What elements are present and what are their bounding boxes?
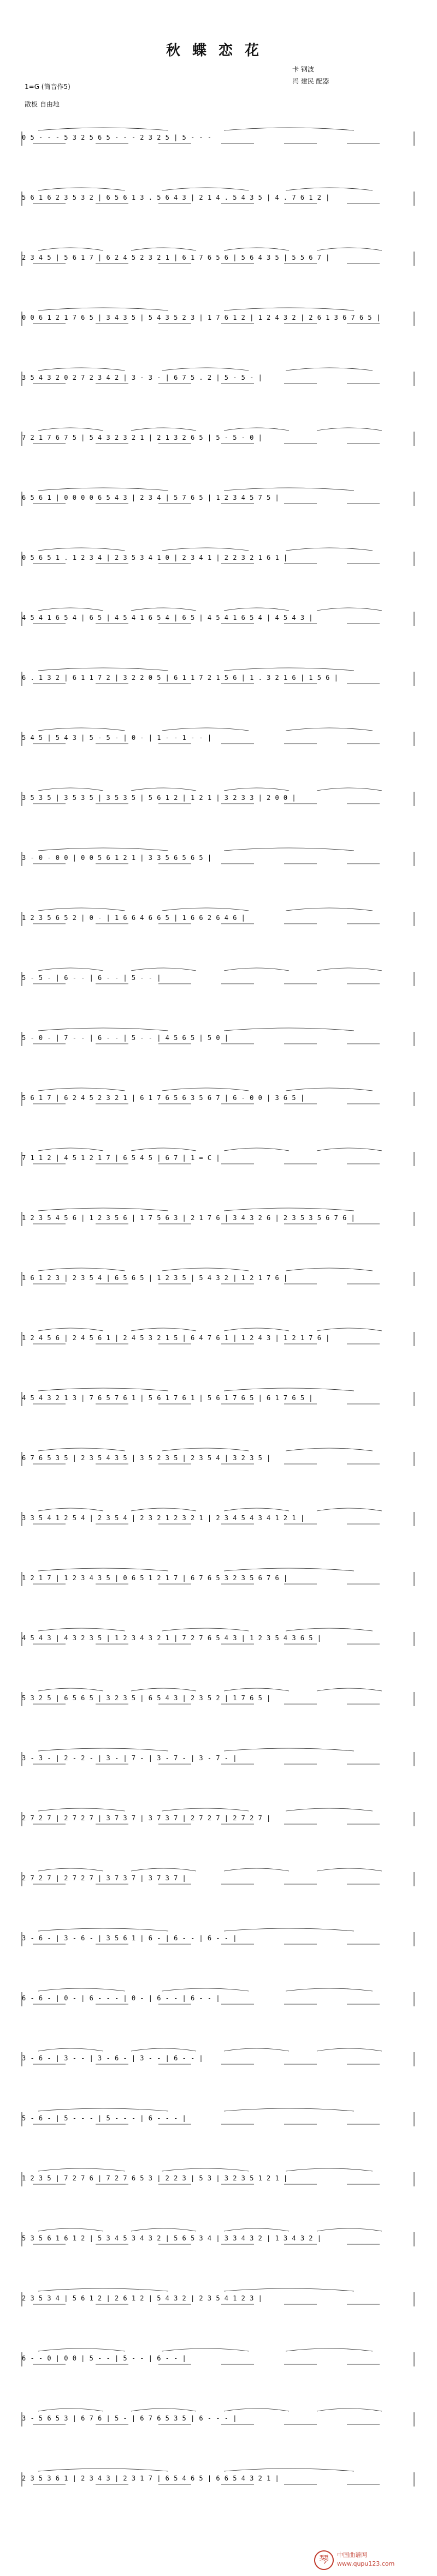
score-system <box>22 2398 415 2437</box>
score-system <box>22 1738 415 1777</box>
key-signature: 1=G (筒音作5) <box>25 83 70 91</box>
jianpu-notes: 7 1 1 2 | 4 5 1 2 1 7 | 6 5 4 5 | 6 7 | 1 = C | <box>22 1154 221 1162</box>
phrase-slur <box>38 1928 168 1931</box>
jianpu-notes: 3 5 3 5 | 3 5 3 5 | 3 5 3 5 | 5 6 1 2 | 1 2 1 | 3 2 3 3 | 2 0 0 | <box>22 794 297 802</box>
score-system <box>22 2458 415 2497</box>
phrase-slur <box>38 188 125 190</box>
score-system <box>22 838 415 877</box>
site-url: www.qupu123.com <box>337 2560 395 2567</box>
phrase-slur <box>131 608 196 611</box>
phrase-slur <box>38 248 103 250</box>
phrase-slur <box>162 728 249 731</box>
jianpu-notes: 6 . 1 3 2 | 6 1 1 7 2 | 3 2 2 0 5 | 6 1 1 7 2 1 5 6 | 1 . 3 2 1 6 | 1 5 6 | <box>22 674 339 682</box>
phrase-slur <box>317 1328 382 1331</box>
score-system <box>22 2098 415 2137</box>
phrase-slur <box>317 1148 382 1151</box>
phrase-slur <box>38 1628 125 1631</box>
jianpu-notes: 2 3 5 3 4 | 5 6 1 2 | 2 6 1 2 | 5 4 3 2 | 2 3 5 4 1 2 3 | <box>22 2294 263 2302</box>
jianpu-notes: 6 5 6 1 | 0 0 0 0 6 5 4 3 | 2 3 4 | 5 7 6 5 | 1 2 3 4 5 7 5 | <box>22 494 280 501</box>
phrase-slur <box>224 1868 289 1871</box>
jianpu-notes: 5 - 0 - | 7 - - | 6 - - | 5 - - | 4 5 6 5 | 5 0 | <box>22 1034 229 1042</box>
phrase-slur <box>286 1988 373 1991</box>
jianpu-notes: 4 5 4 3 2 1 3 | 7 6 5 7 6 1 | 5 6 1 7 6 1 | 5 6 1 7 6 5 | 6 1 7 6 5 | <box>22 1394 313 1402</box>
jianpu-notes: 5 - 6 - | 5 - - - | 5 - - - | 6 - - - | <box>22 2114 187 2122</box>
phrase-slur <box>286 1628 373 1631</box>
phrase-slur <box>38 788 103 791</box>
score-system <box>22 1978 415 2017</box>
score-system <box>22 297 415 337</box>
phrase-slur <box>38 1208 168 1211</box>
score-system <box>22 1498 415 1537</box>
phrase-slur <box>38 428 103 431</box>
jianpu-notes: 4 5 4 3 | 4 3 2 3 5 | 1 2 3 4 3 2 1 | 7 2 7 6 5 4 3 | 1 2 3 5 4 3 6 5 | <box>22 1634 322 1642</box>
score-system <box>22 1318 415 1357</box>
phrase-slur <box>286 908 373 911</box>
phrase-slur <box>224 1028 354 1031</box>
phrase-slur <box>38 908 125 911</box>
phrase-slur <box>224 1148 289 1151</box>
phrase-slur <box>224 1568 354 1571</box>
phrase-slur <box>162 1988 249 1991</box>
phrase-slur <box>224 1748 354 1751</box>
phrase-slur <box>162 2168 249 2171</box>
phrase-slur <box>224 248 289 250</box>
score-system <box>22 117 415 157</box>
jianpu-notes: 2 3 5 3 6 1 | 2 3 4 3 | 2 3 1 7 | 6 5 4 6 5 | 6 6 5 4 3 2 1 | <box>22 2475 280 2482</box>
jianpu-notes: 0 0 6 1 2 1 7 6 5 | 3 4 3 5 | 5 4 3 5 2 3 | 1 7 6 1 2 | 1 2 4 3 2 | 2 6 1 3 6 7 6 5 | <box>22 314 381 321</box>
phrase-slur <box>286 1808 373 1811</box>
phrase-slur <box>286 1448 373 1451</box>
score-system <box>22 1258 415 1297</box>
jianpu-notes: 5 6 1 7 | 6 2 4 5 2 3 2 1 | 6 1 7 6 5 6 3 5 6 7 | 6 - 0 0 | 3 6 5 | <box>22 1094 305 1102</box>
phrase-slur <box>38 1328 103 1331</box>
phrase-slur <box>317 428 382 431</box>
jianpu-notes: 0 5 - - - 5 3 2 5 6 5 - - - 2 3 2 5 | 5 - - - <box>22 134 212 141</box>
score-system <box>22 1438 415 1477</box>
score-system <box>22 778 415 817</box>
score-system <box>22 1378 415 1417</box>
score-system <box>22 2278 415 2317</box>
phrase-slur <box>38 668 168 671</box>
phrase-slur <box>131 2228 196 2231</box>
phrase-slur <box>224 2228 289 2231</box>
phrase-slur <box>38 1688 103 1691</box>
phrase-slur <box>224 308 354 310</box>
phrase-slur <box>38 2288 168 2291</box>
phrase-slur <box>38 2168 125 2171</box>
phrase-slur <box>317 2048 382 2051</box>
phrase-slur <box>286 1088 373 1091</box>
phrase-slur <box>38 1508 103 1511</box>
phrase-slur <box>286 2168 373 2171</box>
phrase-slur <box>38 1568 168 1571</box>
phrase-slur <box>131 248 196 250</box>
phrase-slur <box>162 1448 249 1451</box>
phrase-slur <box>224 1928 354 1931</box>
phrase-slur <box>38 128 168 130</box>
score-system <box>22 1918 415 1957</box>
tempo-marking: 散板 自由地 <box>25 100 60 108</box>
phrase-slur <box>224 2288 354 2291</box>
phrase-slur <box>38 1388 168 1391</box>
page-title: 秋蝶恋花 <box>166 43 271 59</box>
site-name: 中国曲谱网 <box>337 2551 367 2559</box>
phrase-slur <box>131 1508 196 1511</box>
phrase-slur <box>286 548 373 551</box>
phrase-slur <box>224 488 354 491</box>
phrase-slur <box>317 608 382 611</box>
phrase-slur <box>162 2348 249 2351</box>
jianpu-notes: 5 - 5 - | 6 - - | 6 - - | 5 - - | <box>22 974 161 982</box>
phrase-slur <box>224 788 289 791</box>
score-system <box>22 898 415 937</box>
score-system <box>22 1858 415 1897</box>
phrase-slur <box>38 848 168 851</box>
score-system <box>22 477 415 517</box>
phrase-slur <box>224 1688 289 1691</box>
phrase-slur <box>224 2108 354 2111</box>
phrase-slur <box>38 548 125 551</box>
score-system <box>22 537 415 577</box>
jianpu-notes: 4 5 4 1 6 5 4 | 6 5 | 4 5 4 1 6 5 4 | 6 5 | 4 5 4 1 6 5 4 | 4 5 4 3 | <box>22 614 313 621</box>
phrase-slur <box>286 1268 373 1271</box>
phrase-slur <box>38 308 168 310</box>
phrase-slur <box>38 1748 168 1751</box>
phrase-slur <box>317 2408 382 2411</box>
jianpu-notes: 1 2 3 5 | 7 2 7 6 | 7 2 7 6 5 3 | 2 2 3 | 5 3 | 3 2 3 5 1 2 1 | <box>22 2174 288 2182</box>
phrase-slur <box>38 2108 168 2111</box>
score-system <box>22 177 415 217</box>
jianpu-notes: 1 2 3 5 4 5 6 | 1 2 3 5 6 | 1 7 5 6 3 | 2 1 7 6 | 3 4 3 2 6 | 2 3 5 3 5 6 7 6 | <box>22 1214 356 1222</box>
jianpu-notes: 2 7 2 7 | 2 7 2 7 | 3 7 3 7 | 3 7 3 7 | <box>22 1874 187 1882</box>
phrase-slur <box>317 788 382 791</box>
phrase-slur <box>317 1688 382 1691</box>
score-system <box>22 357 415 397</box>
score-system <box>22 658 415 697</box>
phrase-slur <box>131 1328 196 1331</box>
phrase-slur <box>38 1808 125 1811</box>
phrase-slur <box>38 1028 168 1031</box>
phrase-slur <box>162 1628 249 1631</box>
phrase-slur <box>224 668 354 671</box>
score-system <box>22 1618 415 1657</box>
jianpu-notes: 3 - 5 6 5 3 | 6 7 6 | 5 - | 6 7 6 5 3 5 | 6 - - - | <box>22 2414 237 2422</box>
jianpu-notes: 1 6 1 2 3 | 2 3 5 4 | 6 5 6 5 | 1 2 3 5 | 5 4 3 2 | 1 2 1 7 6 | <box>22 1274 288 1282</box>
score-system <box>22 2038 415 2077</box>
jianpu-notes: 3 - 6 - | 3 - 6 - | 3 5 6 1 | 6 - | 6 - - | 6 - - | <box>22 1934 237 1942</box>
score-system <box>22 958 415 997</box>
phrase-slur <box>131 2408 196 2411</box>
site-logo-icon: 琴 <box>314 2550 334 2570</box>
score-system <box>22 1198 415 1237</box>
phrase-slur <box>286 188 373 190</box>
arranger-credit: 冯 建民 配器 <box>292 77 329 85</box>
phrase-slur <box>38 2469 168 2471</box>
score-system <box>22 237 415 277</box>
phrase-slur <box>162 188 249 190</box>
phrase-slur <box>224 1208 354 1211</box>
phrase-slur <box>38 368 125 370</box>
jianpu-notes: 3 5 4 3 2 0 2 7 2 3 4 2 | 3 - 3 - | 6 7 5 . 2 | 5 - 5 - | <box>22 374 263 381</box>
phrase-slur <box>224 128 354 130</box>
jianpu-notes: 7 2 1 7 6 7 5 | 5 4 3 2 3 2 1 | 2 1 3 2 6 5 | 5 - 5 - 0 | <box>22 434 263 441</box>
score-system <box>22 1078 415 1117</box>
phrase-slur <box>286 728 373 731</box>
phrase-slur <box>224 1388 354 1391</box>
phrase-slur <box>38 608 103 611</box>
jianpu-notes: 5 3 5 6 1 6 1 2 | 5 3 4 5 3 4 3 2 | 5 6 5 3 4 | 3 3 4 3 2 | 1 3 4 3 2 | <box>22 2234 322 2242</box>
phrase-slur <box>224 1328 289 1331</box>
phrase-slur <box>224 2408 289 2411</box>
phrase-slur <box>38 1448 125 1451</box>
score-system <box>22 1678 415 1717</box>
jianpu-notes: 1 2 4 5 6 | 2 4 5 6 1 | 2 4 5 3 2 1 5 | 6 4 7 6 1 | 1 2 4 3 | 1 2 1 7 6 | <box>22 1334 330 1342</box>
jianpu-notes: 3 3 5 4 1 2 5 4 | 2 3 5 4 | 2 3 2 1 2 3 2 1 | 2 3 4 5 4 3 4 1 2 1 | <box>22 1514 305 1522</box>
score-system <box>22 417 415 457</box>
phrase-slur <box>224 848 354 851</box>
phrase-slur <box>38 488 168 491</box>
jianpu-notes: 1 2 1 7 | 1 2 3 4 3 5 | 0 6 5 1 2 1 7 | 6 7 6 5 3 2 3 5 6 7 6 | <box>22 1574 288 1582</box>
phrase-slur <box>162 1268 249 1271</box>
score-system <box>22 1138 415 1177</box>
phrase-slur <box>38 2348 125 2351</box>
phrase-slur <box>38 1988 125 1991</box>
phrase-slur <box>38 1088 125 1091</box>
score-system <box>22 1018 415 1057</box>
jianpu-notes: 0 5 6 5 1 . 1 2 3 4 | 2 3 5 3 4 1 0 | 2 3 4 1 | 2 2 3 2 1 6 1 | <box>22 554 288 561</box>
phrase-slur <box>131 1148 196 1151</box>
phrase-slur <box>131 2048 196 2051</box>
phrase-slur <box>317 968 382 971</box>
phrase-slur <box>131 1688 196 1691</box>
jianpu-notes: 6 - - 0 | 0 0 | 5 - - | 5 - - | 6 - - | <box>22 2354 187 2362</box>
phrase-slur <box>317 248 382 250</box>
jianpu-notes: 2 3 4 5 | 5 6 1 7 | 6 2 4 5 2 3 2 1 | 6 1 7 6 5 6 | 5 6 4 3 5 | 5 5 6 7 | <box>22 254 330 261</box>
jianpu-notes: 5 4 5 | 5 4 3 | 5 - 5 - | 0 - | 1 - - 1 - - | <box>22 734 212 742</box>
jianpu-notes: 3 - 3 - | 2 - 2 - | 3 - | 7 - | 3 - 7 - | 3 - 7 - | <box>22 1754 237 1762</box>
phrase-slur <box>224 1508 289 1511</box>
score-system <box>22 1558 415 1597</box>
phrase-slur <box>286 2348 373 2351</box>
phrase-slur <box>224 428 289 431</box>
phrase-slur <box>131 788 196 791</box>
phrase-slur <box>38 2408 103 2411</box>
score-system <box>22 2158 415 2197</box>
phrase-slur <box>38 2048 103 2051</box>
phrase-slur <box>131 428 196 431</box>
jianpu-notes: 3 - 0 - 0 0 | 0 0 5 6 1 2 1 | 3 3 5 6 5 6 5 | <box>22 854 212 862</box>
phrase-slur <box>38 968 103 971</box>
phrase-slur <box>162 1808 249 1811</box>
score-system <box>22 718 415 757</box>
phrase-slur <box>224 2048 289 2051</box>
phrase-slur <box>317 2228 382 2231</box>
jianpu-notes: 6 7 6 5 3 5 | 2 3 5 4 3 5 | 3 5 2 3 5 | 2 3 5 4 | 3 2 3 5 | <box>22 1454 271 1462</box>
phrase-slur <box>224 608 289 611</box>
jianpu-notes: 3 - 6 - | 3 - - | 3 - 6 - | 3 - - | 6 - - | <box>22 2054 204 2062</box>
phrase-slur <box>317 1508 382 1511</box>
phrase-slur <box>224 2469 354 2471</box>
score-system <box>22 1798 415 1837</box>
phrase-slur <box>38 1268 125 1271</box>
jianpu-notes: 2 7 2 7 | 2 7 2 7 | 3 7 3 7 | 3 7 3 7 | 2 7 2 7 | 2 7 2 7 | <box>22 1814 271 1822</box>
phrase-slur <box>224 968 289 971</box>
phrase-slur <box>317 1868 382 1871</box>
phrase-slur <box>38 728 125 731</box>
jianpu-notes: 5 6 1 6 2 3 5 3 2 | 6 5 6 1 3 . 5 6 4 3 | 2 1 4 . 5 4 3 5 | 4 . 7 6 1 2 | <box>22 194 330 201</box>
phrase-slur <box>162 908 249 911</box>
phrase-slur <box>162 548 249 551</box>
phrase-slur <box>38 2228 103 2231</box>
site-watermark <box>314 2547 429 2571</box>
jianpu-notes: 6 - 6 - | 0 - | 6 - - - | 0 - | 6 - - | 6 - - | <box>22 1994 221 2002</box>
phrase-slur <box>286 368 373 370</box>
score-system <box>22 2338 415 2377</box>
score-system <box>22 597 415 637</box>
jianpu-notes: 5 3 2 5 | 6 5 6 5 | 3 2 3 5 | 6 5 4 3 | 2 3 5 2 | 1 7 6 5 | <box>22 1694 271 1702</box>
phrase-slur <box>38 1868 103 1871</box>
phrase-slur <box>162 368 249 370</box>
phrase-slur <box>131 968 196 971</box>
phrase-slur <box>162 1088 249 1091</box>
jianpu-notes: 1 2 3 5 6 5 2 | 0 - | 1 6 6 4 6 6 5 | 1 6 6 2 6 4 6 | <box>22 914 246 922</box>
score-system <box>22 2218 415 2257</box>
phrase-slur <box>131 1868 196 1871</box>
phrase-slur <box>38 1148 103 1151</box>
composer-credit: 卡 钢波 <box>292 65 314 73</box>
